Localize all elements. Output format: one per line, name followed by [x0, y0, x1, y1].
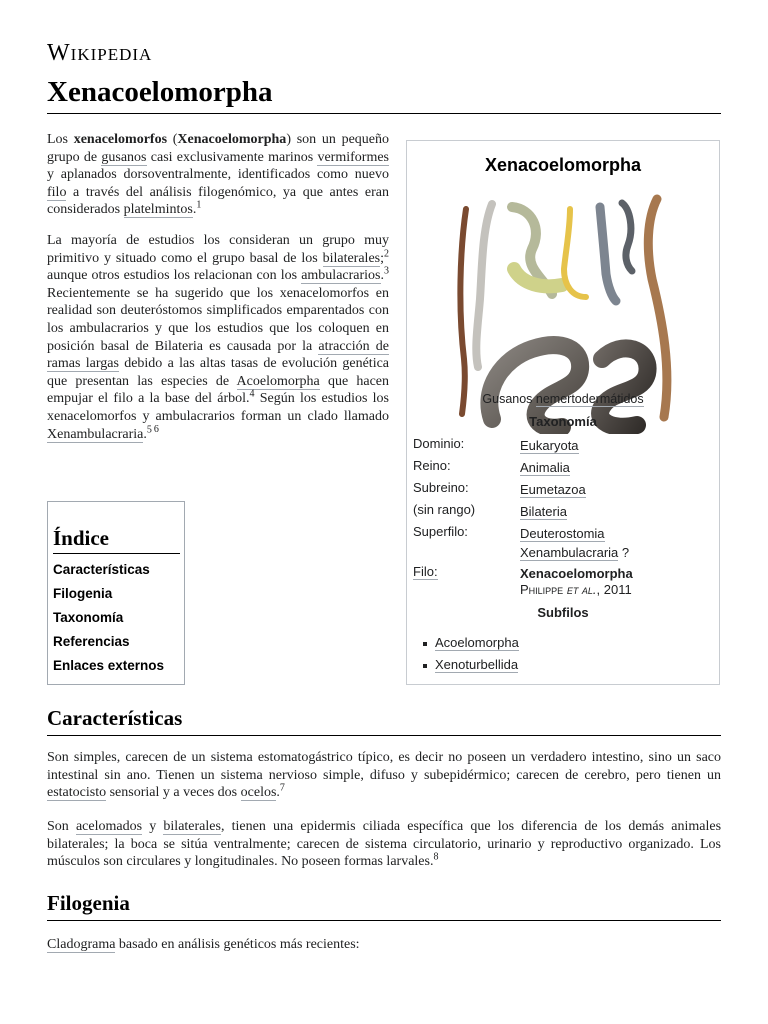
link-gusanos[interactable]: gusanos [101, 149, 147, 165]
link-animalia[interactable]: Animalia [520, 460, 570, 475]
infobox-caption: Gusanos nemertodermátidos [482, 392, 644, 406]
reference-5[interactable]: 5 [146, 423, 152, 435]
link-cladograma[interactable]: Cladograma [47, 937, 116, 952]
reference-7[interactable]: 7 [279, 782, 285, 794]
link-vermiformes[interactable]: vermiformes [317, 149, 389, 165]
link-platelmintos[interactable]: platelmintos [123, 202, 193, 218]
list-item [423, 635, 519, 657]
taxon-authority: Philippe et al., 2011 [520, 582, 632, 597]
link-deuterostomia[interactable]: Deuterostomia [520, 526, 605, 541]
reference-4[interactable]: 4 [249, 388, 255, 400]
link-ocelos[interactable]: ocelos [240, 785, 277, 801]
link-acelomados[interactable]: acelomados [75, 819, 143, 834]
section-heading-caracteristicas: Características [47, 706, 721, 736]
link-bilaterales[interactable]: bilaterales [322, 250, 381, 266]
intro-paragraph-1: Los xenacelomorfos (Xenacoelomorpha) son un pequeño grupo de gusanos casi exclusivamente marinos vermiformes y aplanados dorsoventralmente, identificados como nuevo filo a través del análisis filogenómico, ya que antes eran considerados platelmintos.$^1$ [47, 132, 389, 218]
link-nemertodermatidos[interactable]: nemertodermátidos [535, 392, 644, 406]
toc-item-enlaces-externos[interactable]: Enlaces externos [53, 658, 165, 673]
subphyla-list [423, 635, 519, 679]
link-atraccion-ramas-largas[interactable]: atracción de ramas largas [47, 338, 389, 372]
section-heading-filogenia: Filogenia [47, 891, 721, 921]
toc-item-taxonomia[interactable]: Taxonomía [53, 610, 124, 625]
reference-2[interactable]: 2 [384, 247, 389, 259]
infobox-title: Xenacoelomorpha [484, 155, 642, 175]
link-acoelomorpha-subfilo[interactable]: Acoelomorpha [435, 635, 519, 650]
bold-term: Xenacoelomorpha [177, 132, 287, 147]
subphyla-header: Subfilos [537, 605, 589, 620]
reference-8[interactable]: 8 [433, 851, 439, 863]
link-eumetazoa[interactable]: Eumetazoa [520, 482, 586, 497]
link-xenoturbellida[interactable]: Xenoturbellida [435, 657, 519, 672]
intro-text [47, 131, 389, 456]
reference-6[interactable]: 6 [153, 423, 159, 435]
list-item [423, 657, 519, 679]
toc-item-referencias[interactable]: Referencias [53, 634, 130, 649]
caracteristicas-paragraph-2: Son acelomados y bilaterales, tienen una epidermis ciliada específica que los diferencia de los demás animales bilaterales; la boca se sitúa ventralmente; carecen de sistema circulatorio, urinario y reproductivo organizado. Los músculos son circulares y longitudinales. No poseen formas larvales.$^8$ [47, 819, 722, 870]
taxonomy-label: Dominio: [413, 436, 465, 451]
toc-item-filogenia[interactable]: Filogenia [53, 586, 113, 601]
link-xenambulacraria[interactable]: Xenambulacraria [47, 426, 144, 442]
filogenia-paragraph-1: Cladograma basado en análisis genéticos más recientes: [47, 937, 360, 952]
taxonomy-header: Taxonomía [529, 414, 597, 429]
link-ambulacrarios[interactable]: ambulacrarios [301, 268, 381, 284]
taxonomy-label: (sin rango) [413, 502, 476, 517]
link-bilaterales-2[interactable]: bilaterales [163, 819, 221, 834]
infobox: Xenacoelomorpha Gusanos nemertodermátidos Taxonomía Dominio: Eukaryota Reino: Animalia Subreino: Eumetazoa (sin rango) Bilateria Superfilo: Deuterostomia Xenambulacraria ? Filo: Xenacoelomorpha Philippe et al., 2011 Subfilos Acoelomorpha Xenoturbellida [406, 140, 720, 685]
link-eukaryota[interactable]: Eukaryota [520, 438, 579, 453]
toc-title: Índice [53, 526, 180, 554]
wikipedia-logo[interactable]: Wikipedia [47, 40, 153, 66]
link-filo-label[interactable]: Filo: [413, 564, 438, 579]
taxonomy-value: Xenacoelomorpha [520, 566, 633, 581]
taxonomy-label: Reino: [413, 458, 451, 473]
link-filo[interactable]: filo [47, 184, 67, 200]
taxonomy-label: Superfilo: [413, 524, 468, 539]
reference-1[interactable]: 1 [196, 199, 202, 211]
page-title: Xenacoelomorpha [47, 76, 721, 114]
link-estatocisto[interactable]: estatocisto [47, 785, 107, 801]
taxonomy-label: Subreino: [413, 480, 469, 495]
link-acoelomorpha[interactable]: Acoelomorpha [236, 373, 320, 389]
toc-item-caracteristicas[interactable]: Características [53, 562, 150, 577]
reference-3[interactable]: 3 [384, 265, 389, 277]
link-bilateria[interactable]: Bilateria [520, 504, 567, 519]
link-xenambulacraria-infobox[interactable]: Xenambulacraria [520, 545, 619, 560]
intro-paragraph-2: La mayoría de estudios los consideran un grupo muy primitivo y situado como el grupo basal de los bilaterales;$^2$ aunque otros estudios los relacionan con los ambulacrarios.$^3$ Recientemente se ha sugerido que los xenacelomorfos en realidad son deuteróstomos simplificados emparentados con los ambulacrarios y que los estudios que los coloquen en posición basal de Bilateria es causada por la atracción de ramas largas debido a las altas tasas de evolución genética que presentan las especies de Acoelomorpha que hacen empujar el filo a la base del árbol.$^4$ Según los estudios los xenacelomorfos y ambulacrarios forman un clado llamado Xenambulacraria.$^5$ $^6$ [47, 232, 390, 442]
caracteristicas-paragraph-1: Son simples, carecen de un sistema estomatogástrico típico, es decir no poseen un verdadero intestino, sino un saco intestinal sin ano. Tienen un sistema nervioso simple, difuso y subepidérmico; carecen de cerebro, pero tienen un estatocisto sensorial y a veces dos ocelos.$^7$ [47, 750, 721, 801]
table-of-contents [47, 501, 185, 685]
bold-term: xenacelomorfos [73, 132, 168, 147]
